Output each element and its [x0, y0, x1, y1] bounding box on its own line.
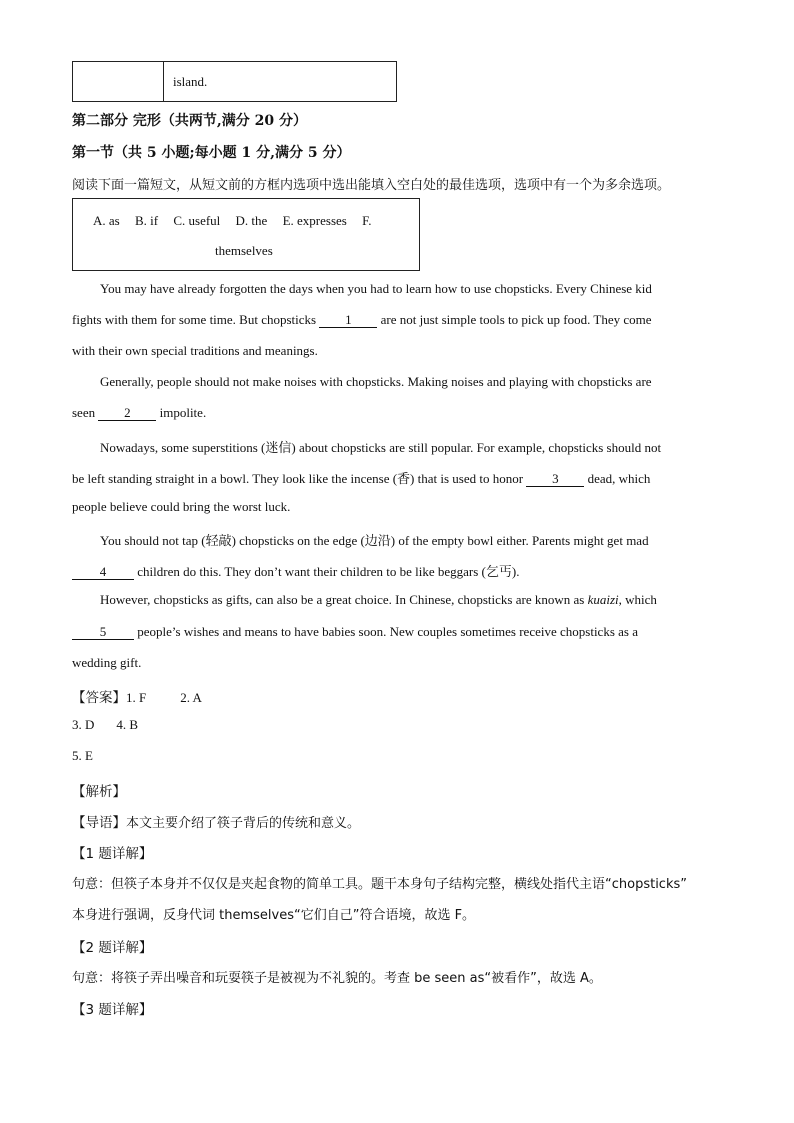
q2-explanation-line: 句意：将筷子弄出噪音和玩耍筷子是被视为不礼貌的。考查 be seen as“被看作”，故选 A。: [72, 971, 602, 986]
passage-text: , which: [618, 592, 657, 607]
option-c: C. useful: [173, 213, 221, 228]
passage-line: You should not tap (轻敲) chopsticks on the edge (边沿) of the empty bowl either. Parents might get mad: [100, 533, 649, 548]
answer-label: 【答案】: [72, 690, 126, 706]
answer-5: 5. E: [72, 748, 93, 763]
option-f-text: themselves: [215, 243, 273, 258]
blank-3[interactable]: 3: [526, 472, 584, 487]
passage-line: Nowadays, some superstitions (迷信) about chopsticks are still popular. For example, chopsticks should not: [100, 440, 662, 455]
passage-line: [72, 312, 652, 328]
answer-3: 3. D: [72, 717, 95, 732]
passage-text: are not just simple tools to pick up food. They come: [380, 312, 652, 327]
passage-line: Generally, people should not make noises with chopsticks. Making noises and playing with chopsticks are: [100, 374, 652, 389]
instruction-text: 阅读下面一篇短文，从短文前的方框内选项中选出能填入空白处的最佳选项，选项中有一个为多余选项。: [72, 178, 671, 193]
passage-text: be left standing straight in a bowl. They look like the incense (香) that is used to honor: [72, 471, 524, 486]
passage-line: [72, 468, 650, 487]
blank-4[interactable]: 4: [72, 565, 134, 580]
passage-text: However, chopsticks as gifts, can also be a great choice. In Chinese, chopsticks are known as: [100, 592, 585, 607]
passage-text: impolite.: [159, 405, 207, 420]
q1-explanation-line: 句意：但筷子本身并不仅仅是夹起食物的简单工具。题干本身句子结构完整，横线处指代主语“chopsticks”: [72, 877, 687, 892]
passage-text: fights with them for some time. But chopsticks: [72, 312, 317, 327]
top-table-fragment: [72, 61, 397, 102]
section-title: 第一节（共 5 小题;每小题 1 分,满分 5 分）: [72, 145, 351, 161]
passage-line: [100, 592, 657, 608]
q3-label: 【3 题详解】: [72, 1002, 153, 1018]
part-title: 第二部分 完形（共两节,满分 20 分）: [72, 113, 307, 129]
q1-explanation-line: 本身进行强调，反身代词 themselves“它们自己”符合语境，故选 F。: [72, 908, 476, 923]
passage-line: [72, 624, 638, 640]
options-box: [72, 198, 420, 271]
q1-label: 【1 题详解】: [72, 846, 153, 862]
passage-line: [72, 561, 519, 580]
guide-text: 本文主要介绍了筷子背后的传统和意义。: [126, 816, 361, 831]
blank-1[interactable]: 1: [319, 313, 377, 328]
passage-line: people believe could bring the worst luck.: [72, 499, 291, 514]
answer-2: 2. A: [180, 690, 202, 705]
option-d: D. the: [235, 213, 268, 228]
options-line-1: [93, 213, 384, 229]
passage-text: children do this. They don’t want their children to be like beggars (乞丐).: [137, 564, 520, 579]
blank-5[interactable]: 5: [72, 625, 134, 640]
option-a: A. as: [93, 213, 120, 228]
table-cell-text: island.: [173, 74, 208, 89]
passage-text: seen: [72, 405, 96, 420]
answer-line: [72, 717, 138, 733]
answer-4: 4. B: [116, 717, 139, 732]
guide-label: 【导语】: [72, 815, 126, 831]
passage-italic-word: kuaizi: [587, 592, 619, 607]
table-divider: [163, 62, 164, 101]
answer-line: [72, 686, 202, 706]
blank-2[interactable]: 2: [98, 406, 156, 421]
passage-text: people’s wishes and means to have babies soon. New couples sometimes receive chopsticks as a: [137, 624, 638, 639]
answer-1: 1. F: [126, 690, 147, 705]
option-e: E. expresses: [282, 213, 347, 228]
passage-line: wedding gift.: [72, 655, 142, 670]
option-b: B. if: [134, 213, 159, 228]
q2-label: 【2 题详解】: [72, 940, 153, 956]
passage-text: dead, which: [587, 471, 651, 486]
analysis-label: 【解析】: [72, 784, 126, 800]
guide-line: [72, 811, 360, 831]
option-f-label: F.: [362, 213, 372, 228]
passage-line: [72, 405, 206, 421]
passage-line: You may have already forgotten the days when you had to learn how to use chopsticks. Every Chinese kid: [100, 281, 652, 296]
passage-line: with their own special traditions and meanings.: [72, 343, 318, 358]
